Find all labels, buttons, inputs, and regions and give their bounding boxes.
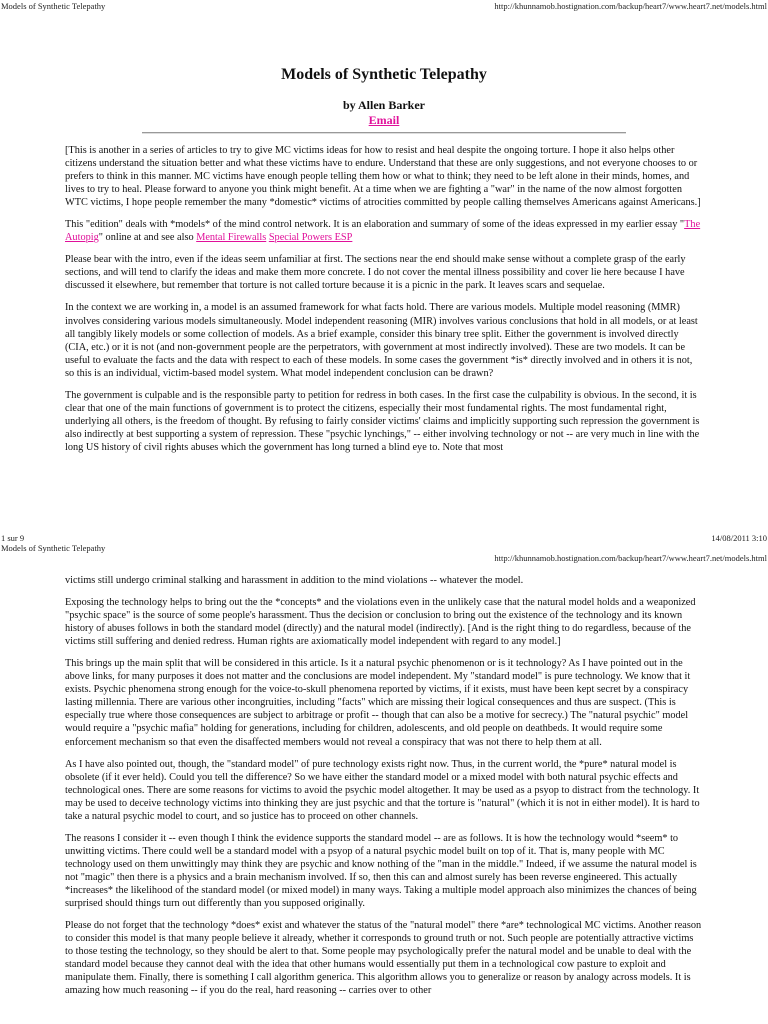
divider	[142, 132, 626, 134]
paragraph: Please do not forget that the technology *does* exist and whatever the status of the "natural model" there *are* technological MC victims. Another reason to consider this model is that many people believe it already, whether it corresponds to ground truth or not. Such people are potentially attractive victims to those testing the technology, so they should be alert to that. Some people may psychologically prefer the natural model and be unable to deal with the standard model because they cannot deal with the idea that other humans would essentially put them in a technological cow pasture to exploit and manipulate them. Finally, there is something I call algorithm generica. This algorithm allows you to generalize or reason by analogy across models. It is amazing how much reasoning -- if you do the real, hard reasoning -- carries over to other	[65, 920, 702, 997]
paragraph: Exposing the technology helps to bring out the the *concepts* and the violations even in the unlikely case that the natural model holds and a weaponized "psychic space" is the source of some people's harassment. Thus the decision or conclusion to bring out the existence of the technology and its known history of abuses follows in both the standard model (directly) and the natural model (indirectly). [And is the right thing to do regardless, because of the victims still suffering and denied redress. Human rights are axiomatically model independent with regard to any model.]	[65, 597, 696, 648]
byline: by Allen Barker	[342, 98, 425, 112]
paragraph: In the context we are working in, a model is an assumed framework for what facts hold. There are various models. Multiple model reasoning (MMR) involves considering various models simultaneously. Model independent reasoning (MIR) involves various conclusions that hold in all models, or at least all tangibly likely models or some collection of models. As a brief example, consider this binary tree split. Either the government is involved directly (CIA, etc.) or it is not (and non-government people are the perpetrators, with government at most indirectly involved). These are two models. It can be useful to evaluate the facts and the data with respect to each of these models. In some cases the government *is* directly involved and in others it is not, so this is an individual, victim-based model system. What model independent conclusion can be drawn?	[65, 302, 698, 379]
footer-page-number: 1 sur 9	[1, 533, 25, 543]
header-doc-title: Models of Synthetic Telepathy	[1, 543, 106, 553]
paragraph: [This is another in a series of articles to try to give MC victims ideas for how to resist and heal despite the ongoing torture. I hope it also helps other citizens understand the situation better and what these victims have to endure. Understand that these are only suggestions, and not everyone chooses to or prefers to think in this manner. MC victims have enough people telling them how or what to think; they need to be left alone in their minds, homes, and lives to try to heal. Please forward to anyone you think might benefit. At a time when we are fighting a "war" in the name of the now almost forgotten WTC victims, I hope people remember the many *domestic* victims of atrocities committed by people calling themselves Americans against Americans.]	[65, 145, 701, 209]
page-1	[65, 66, 703, 493]
header-doc-title: Models of Synthetic Telepathy	[1, 1, 106, 11]
page-2	[65, 574, 703, 1024]
header-url: http://khunnamob.hostignation.com/backup/heart7/www.heart7.net/models.html	[494, 1, 767, 11]
paragraph: The government is culpable and is the responsible party to petition for redress in both cases. In the first case the culpability is obvious. In the second, it is clear that one of the main functions of government is to protect the citizens, especially their most fundamental rights. The most fundamental right, underlying all others, is the freedom of thought. By refusing to fairly consider victims' claims and implicitly supporting such repression the government is also indirectly at best supporting a system of repression. These "psychic lynchings," -- either involving technology or not -- are very much in line with the long US history of civil rights abuses which the government has long turned a blind eye to. Note that most	[65, 389, 700, 453]
autopig-link[interactable]: The Autopig	[65, 219, 701, 244]
paragraph: Please bear with the intro, even if the ideas seem unfamiliar at first. The sections near the end should make sense without a complete grasp of the early sections, and will tend to clarify the ideas and make them more concrete. I do not cover the mental illness possibility and cover lie here because I have discussed it elsewhere, but remember that torture is not called torture because it is a picnic in the park. It leaves scars and sequelae.	[65, 254, 686, 292]
paragraph: As I have also pointed out, though, the "standard model" of pure technology exists right now. Thus, in the current world, the *pure* natural model is obsolete (if it ever held). Could you tell the difference? So we have either the standard model or a mixed model with both natural psychic effects and technological ones. There are some reasons for victims to avoid the psychic model altogether. It may be used as a psyop to distract from the technology. It may be used to deceive technology victims into thinking they are just psychic and that the torture is "natural" (which it is not in either model). It is hard to take a natural psychic model to court, and so justice has to proceed on other channels.	[65, 758, 700, 822]
paragraph: The reasons I consider it -- even though I think the evidence supports the standard model -- are as follows. It is how the technology would *seem* to unwitting victims. There could well be a standard model with a psyop of a natural psychic model built on top of it. That is, many people with MC technology used on them unwittingly may think they are psychic and know nothing of the "man in the middle." Indeed, if we assume the natural model is not "magic" then there is a physics and a brain mechanism involved. If so, then this can and almost surely has been reverse engineered. This actually *increases* the likelihood of the standard model (or mixed model) in many ways. Taking a multiple model approach also minimizes the chances of being surprised should things turn out differently than you supposed originally.	[65, 832, 697, 910]
footer-date: 14/08/2011 3:10	[711, 533, 767, 543]
email-link[interactable]: Email	[368, 113, 400, 127]
mental-firewalls-link[interactable]: Mental Firewalls	[196, 232, 267, 244]
paragraph-text: This "edition" deals with *models* of the mind control network. It is an elaboration and summary of some of the ideas expressed in my earlier essay "	[65, 219, 685, 231]
paragraph: This brings up the main split that will be considered in this article. Is it a natural psychic phenomenon or is it technology? As I have pointed out in the above links, for many purposes it does not matter and the conclusions are model independent. My "standard model" is pure technology. We know that it exists. Psychic phenomena strong enough for the voice-to-skull phenomena reported by victims, if it exists, must have been kept secret by a conspiracy lasting millennia. There are various other incongruities, including "facts" which are missing their logical consequences and thus are suspect. (This is especially true where those consequences are subject to arbitrage or profit -- though that can also be a motive for secrecy.) The "natural psychic" model would require a "psychic mafia" holding for generations, including for children, adolescents, and old people on deathbeds. It would require some enforcement mechanism so that even the disaffected members would not reveal a conspiracy that was not there to help them at all.	[65, 658, 691, 748]
article-body-page-1	[65, 144, 703, 493]
print-header	[0, 0, 768, 12]
paragraph-text: " online at and see also	[98, 232, 197, 244]
header-url: http://khunnamob.hostignation.com/backup/heart7/www.heart7.net/models.html	[494, 553, 767, 563]
special-powers-esp-link[interactable]: Special Powers ESP	[268, 232, 353, 244]
article-title: Models of Synthetic Telepathy	[281, 66, 487, 83]
paragraph	[65, 218, 703, 244]
print-header	[0, 542, 768, 563]
paragraph: victims still undergo criminal stalking and harassment in addition to the mind violations -- whatever the model.	[65, 575, 524, 586]
